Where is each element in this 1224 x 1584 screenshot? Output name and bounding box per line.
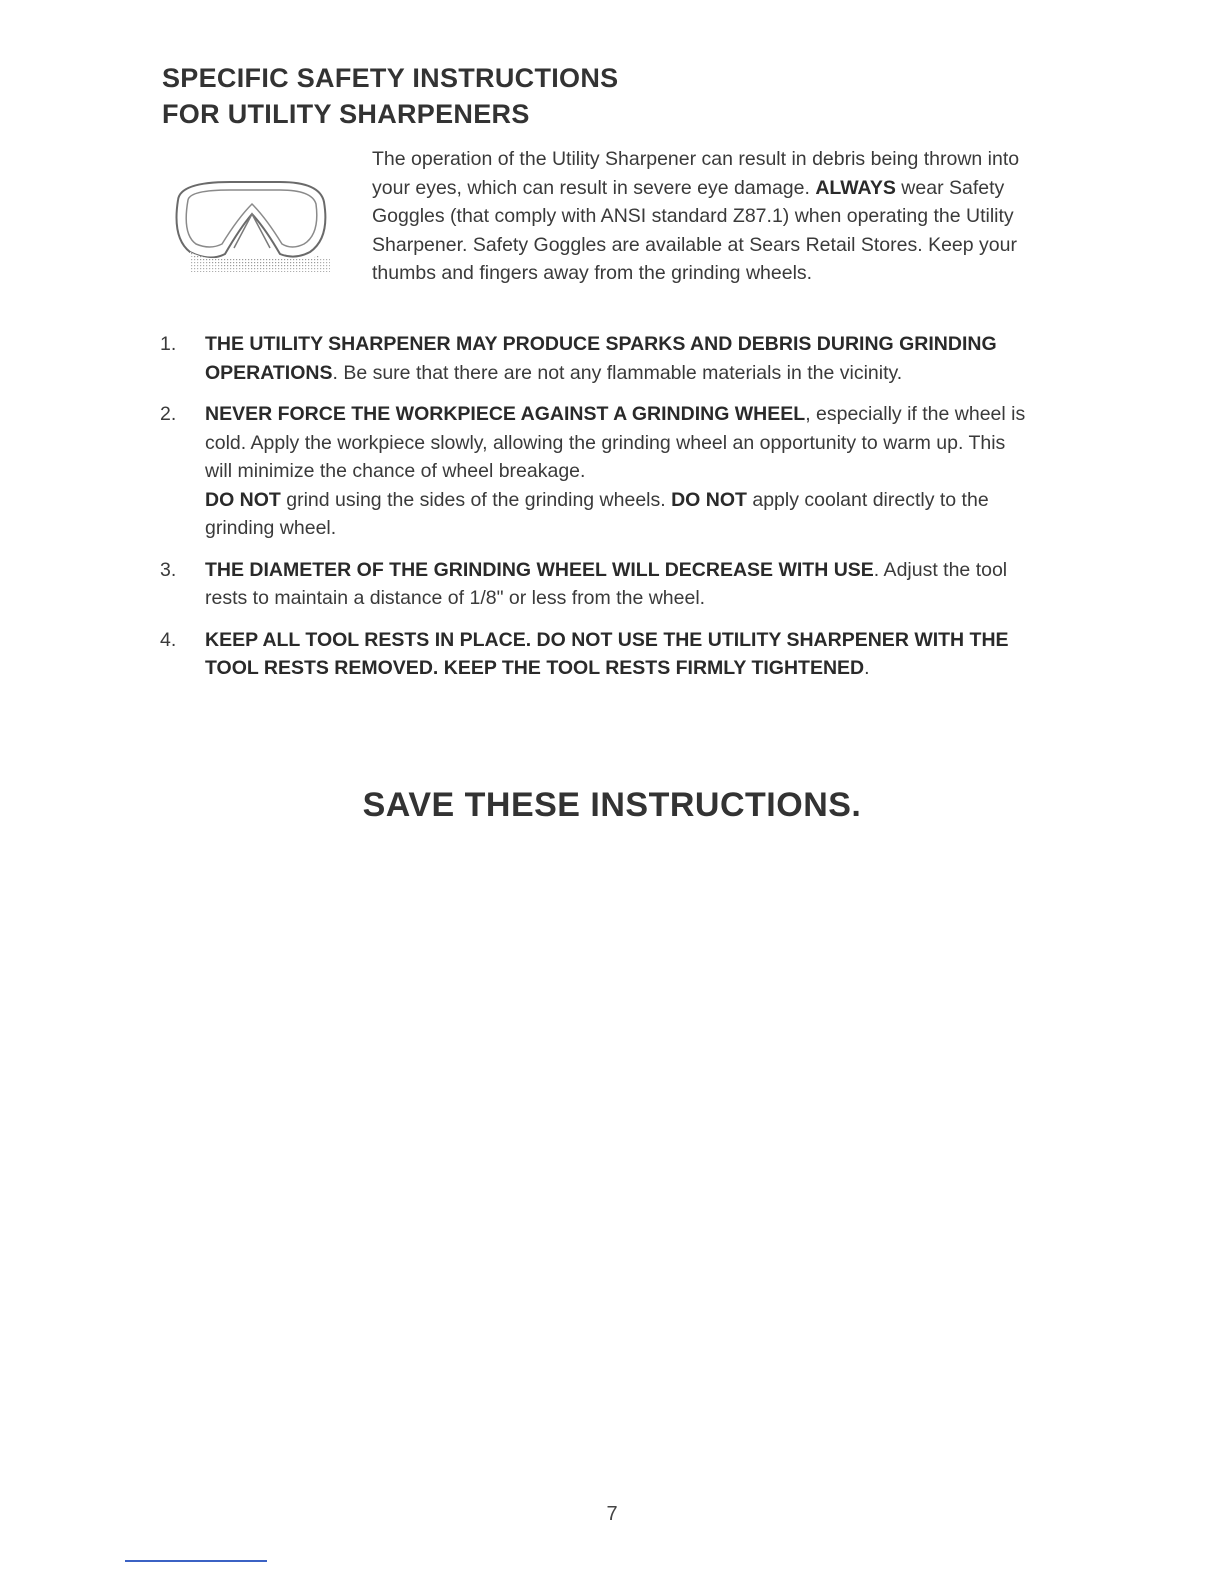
safety-instructions-list [155,330,1035,696]
item-number: 3. [160,558,177,581]
item-heading: THE UTILITY SHARPENER MAY PRODUCE SPARKS AND DEBRIS DURING GRINDING OPERATIONS [205,333,997,384]
do-not-emphasis: DO NOT [205,488,281,511]
item-number: 4. [160,628,177,651]
item-number: 1. [160,333,177,355]
item-number: 2. [160,403,177,425]
item-text: . Adjust the tool rests to maintain a distance of 1/8" or less from the wheel. [205,558,1008,609]
item-text: apply coolant directly to the grinding wheel. [205,488,989,539]
save-instructions-heading: SAVE THESE INSTRUCTIONS. [362,786,862,824]
do-not-emphasis: DO NOT [671,488,747,511]
page-number: 7 [606,1503,618,1525]
item-heading: KEEP ALL TOOL RESTS IN PLACE. DO NOT USE THE UTILITY SHARPENER WITH THE TOOL RESTS REMOVED. KEEP THE TOOL RESTS FIRMLY TIGHTENED [205,628,1009,679]
item-text: grind using the sides of the grinding wheels. [280,488,672,511]
safety-goggles-icon [170,178,340,278]
page-title [162,60,618,132]
item-text: . Be sure that there are not any flammable materials in the vicinity. [332,361,903,384]
footer-rule [125,1560,267,1562]
list-item [155,330,1035,387]
item-heading: NEVER FORCE THE WORKPIECE AGAINST A GRINDING WHEEL [205,403,806,425]
intro-paragraph: The operation of the Utility Sharpener can result in debris being thrown into your eyes, which can result in severe eye damage. ALWAYS wear Safety Goggles (that comply with ANSI standard Z87.1) when operating the Utility Sharpener. Safety Goggles are available at Sears Retail Stores. Keep your thumbs and fingers away from the grinding wheels. [372,148,1020,284]
list-item [155,626,1035,683]
item-text: . [864,657,870,679]
always-emphasis: ALWAYS [815,176,896,199]
title-line-1: SPECIFIC SAFETY INSTRUCTIONS [162,63,619,93]
item-heading: THE DIAMETER OF THE GRINDING WHEEL WILL DECREASE WITH USE [205,558,874,581]
list-item [155,556,1035,613]
title-line-2: FOR UTILITY SHARPENERS [162,99,530,129]
item-text: , especially if the wheel is cold. Apply the workpiece slowly, allowing the grinding wheel an opportunity to warm up. This will minimize the chance of wheel breakage. [205,403,1026,482]
list-item [155,400,1035,543]
